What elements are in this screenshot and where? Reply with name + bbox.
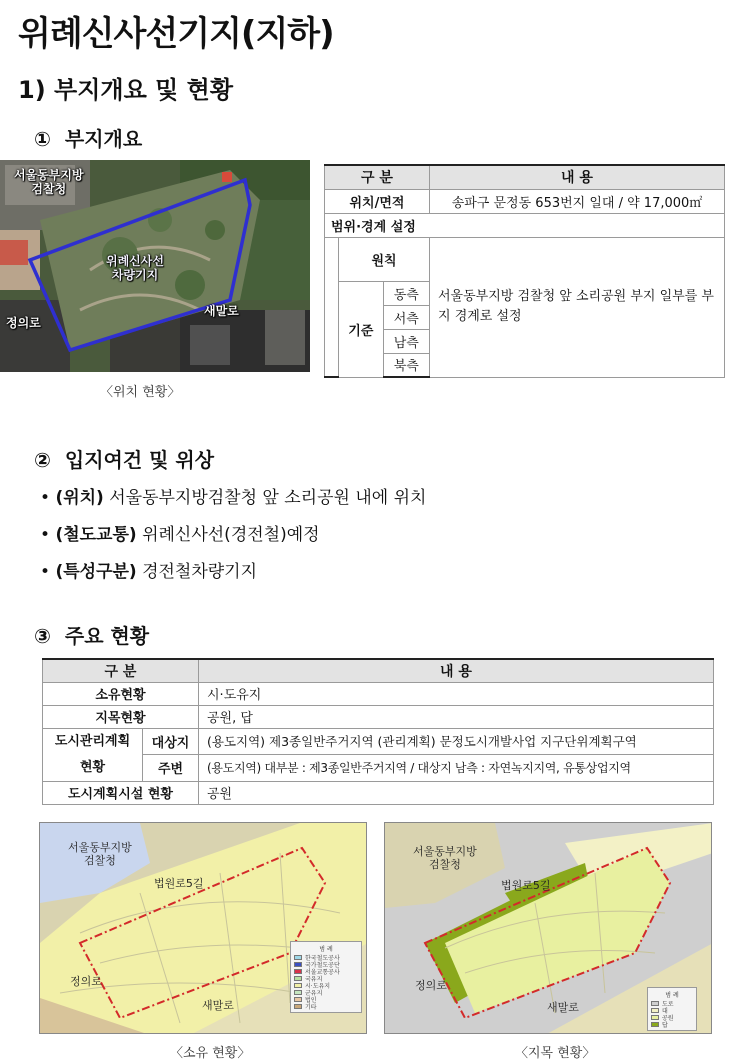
legend-label: 법인	[305, 997, 317, 1004]
subsection-number: ③	[34, 624, 51, 648]
site-overview-table	[324, 164, 725, 378]
table-row	[43, 682, 714, 705]
legend-label: 군유지	[305, 990, 323, 997]
photo-caption: 〈위치 현황〉	[100, 385, 181, 400]
header-content: 내 용	[199, 659, 714, 682]
legend-swatch	[651, 1022, 659, 1027]
map-legend	[647, 987, 697, 1031]
bullet-item-location: • (위치) 서울동부지방검찰청 앞 소리공원 내에 위치	[40, 488, 427, 508]
table-header-row	[43, 659, 714, 682]
bullet-text: 위례신사선(경전철)예정	[136, 525, 320, 545]
row-label-ownership: 소유현황	[43, 682, 199, 705]
legend-item	[651, 1000, 693, 1007]
indent-cell	[325, 237, 339, 281]
legend-swatch	[294, 1004, 302, 1009]
legend-label: 서울교통공사	[305, 969, 340, 976]
legend-label: 한국철도공사	[305, 955, 340, 962]
bullet-key: (철도교통)	[55, 525, 137, 545]
table-row	[43, 781, 714, 804]
subsection-number: ②	[34, 448, 51, 472]
table-row	[325, 213, 725, 237]
legend-label: 시·도유지	[305, 983, 331, 990]
header-category: 구 분	[43, 659, 199, 682]
row-value-target: (용도지역) 제3종일반주거지역 (관리계획) 문정도시개발사업 지구단위계획구역	[199, 728, 714, 755]
ownership-map-caption: 〈소유 현황〉	[170, 1046, 251, 1061]
map-label-road-south: 새말로	[547, 1001, 579, 1014]
row-value-location: 송파구 문정동 653번지 일대 / 약 17,000㎡	[430, 189, 725, 213]
direction-north: 북측	[383, 353, 429, 377]
table-header-row	[325, 165, 725, 189]
row-label-facility: 도시계획시설 현황	[43, 781, 199, 804]
legend-label: 대	[662, 1008, 668, 1015]
row-label-location: 위치/면적	[325, 189, 430, 213]
indent-cell	[325, 305, 339, 329]
map-label-office: 서울동부지방 검찰청	[68, 841, 132, 867]
subsection-location	[34, 444, 214, 473]
header-category: 구 분	[325, 165, 430, 189]
subsection-title: 입지여건 및 위상	[64, 448, 215, 472]
indent-cell	[325, 353, 339, 377]
row-value-criteria: 서울동부지방 검찰청 앞 소리공원 부지 일부를 부지 경계로 설정	[430, 237, 725, 377]
land-category-map	[384, 822, 712, 1034]
legend-item	[651, 1014, 693, 1021]
bullet-key: (특성구분)	[55, 562, 137, 582]
bullet-item-rail: • (철도교통) 위례신사선(경전철)예정	[40, 525, 320, 545]
land-category-map-caption: 〈지목 현황〉	[515, 1046, 596, 1061]
subsection-overview	[34, 123, 142, 152]
legend-swatch	[294, 962, 302, 967]
direction-west: 서측	[383, 305, 429, 329]
legend-item	[294, 989, 358, 996]
legend-label: 국가철도공단	[305, 962, 340, 969]
map-label-office: 서울동부지방 검찰청	[413, 845, 477, 871]
section-title: 1) 부지개요 및 현황	[18, 76, 234, 104]
row-label-urban-plan: 도시관리계획 현황	[43, 728, 143, 781]
bullet-key: (위치)	[55, 488, 104, 508]
table-row	[325, 189, 725, 213]
legend-swatch	[294, 990, 302, 995]
row-value-ownership: 시·도유지	[199, 682, 714, 705]
legend-label: 공원	[662, 1015, 674, 1022]
legend-swatch	[294, 976, 302, 981]
legend-item	[294, 1003, 358, 1010]
row-value-surround: (용도지역) 대부분 : 제3종일반주거지역 / 대상지 남측 : 자연녹지지역, 유통상업지역	[199, 755, 714, 782]
photo-label-road-west: 정의로	[6, 316, 41, 330]
direction-east: 동측	[383, 281, 429, 305]
row-label-principle: 원칙	[339, 237, 430, 281]
bullet-text: 서울동부지방검찰청 앞 소리공원 내에 위치	[103, 488, 427, 508]
status-table	[42, 658, 714, 805]
map-label-road-north: 법원로5길	[501, 879, 551, 892]
subsection-status	[34, 620, 149, 649]
page-title: 위례신사선기지(지하)	[18, 14, 334, 54]
photo-label-road-east: 새말로	[204, 304, 239, 318]
ownership-map	[39, 822, 367, 1034]
direction-south: 남측	[383, 329, 429, 353]
legend-label: 도로	[662, 1001, 674, 1008]
subsection-title: 부지개요	[64, 127, 143, 151]
map-label-road-south: 새말로	[202, 999, 234, 1012]
legend-swatch	[651, 1001, 659, 1006]
legend-swatch	[294, 997, 302, 1002]
photo-label-office: 서울동부지방 검찰청	[14, 168, 84, 196]
table-row	[325, 237, 725, 281]
header-content: 내 용	[430, 165, 725, 189]
table-row	[43, 728, 714, 755]
legend-label: 답	[662, 1022, 668, 1029]
row-label-target: 대상지	[143, 728, 199, 755]
legend-label: 기타	[305, 1004, 317, 1011]
bullet-item-type: • (특성구분) 경전철차량기지	[40, 562, 258, 582]
map-legend	[290, 941, 362, 1013]
site-aerial-photo	[0, 160, 310, 372]
row-label-land-category: 지목현황	[43, 705, 199, 728]
indent-cell	[325, 329, 339, 353]
legend-item	[294, 996, 358, 1003]
map-label-road-north: 법원로5길	[154, 877, 204, 890]
subsection-title: 주요 현황	[64, 624, 150, 648]
legend-swatch	[294, 969, 302, 974]
legend-item	[294, 982, 358, 989]
indent-cell	[325, 281, 339, 305]
legend-swatch	[294, 955, 302, 960]
row-label-surround: 주변	[143, 755, 199, 782]
table-row	[43, 755, 714, 782]
legend-swatch	[294, 983, 302, 988]
row-value-land-category: 공원, 답	[199, 705, 714, 728]
legend-item	[651, 1021, 693, 1028]
row-label-scope: 범위·경계 설정	[325, 213, 725, 237]
legend-swatch	[651, 1008, 659, 1013]
legend-swatch	[651, 1015, 659, 1020]
legend-title: 범 례	[319, 946, 333, 953]
legend-label: 국유지	[305, 976, 323, 983]
legend-title: 범 례	[665, 992, 679, 999]
table-row	[43, 705, 714, 728]
photo-label-site: 위례신사선 차량기지	[106, 254, 164, 282]
bullet-text: 경전철차량기지	[136, 562, 258, 582]
row-label-criteria: 기준	[339, 281, 383, 377]
subsection-number: ①	[34, 127, 51, 151]
map-label-road-west: 정의로	[415, 979, 447, 992]
map-label-road-west: 정의로	[70, 975, 102, 988]
legend-item	[294, 968, 358, 975]
row-value-facility: 공원	[199, 781, 714, 804]
